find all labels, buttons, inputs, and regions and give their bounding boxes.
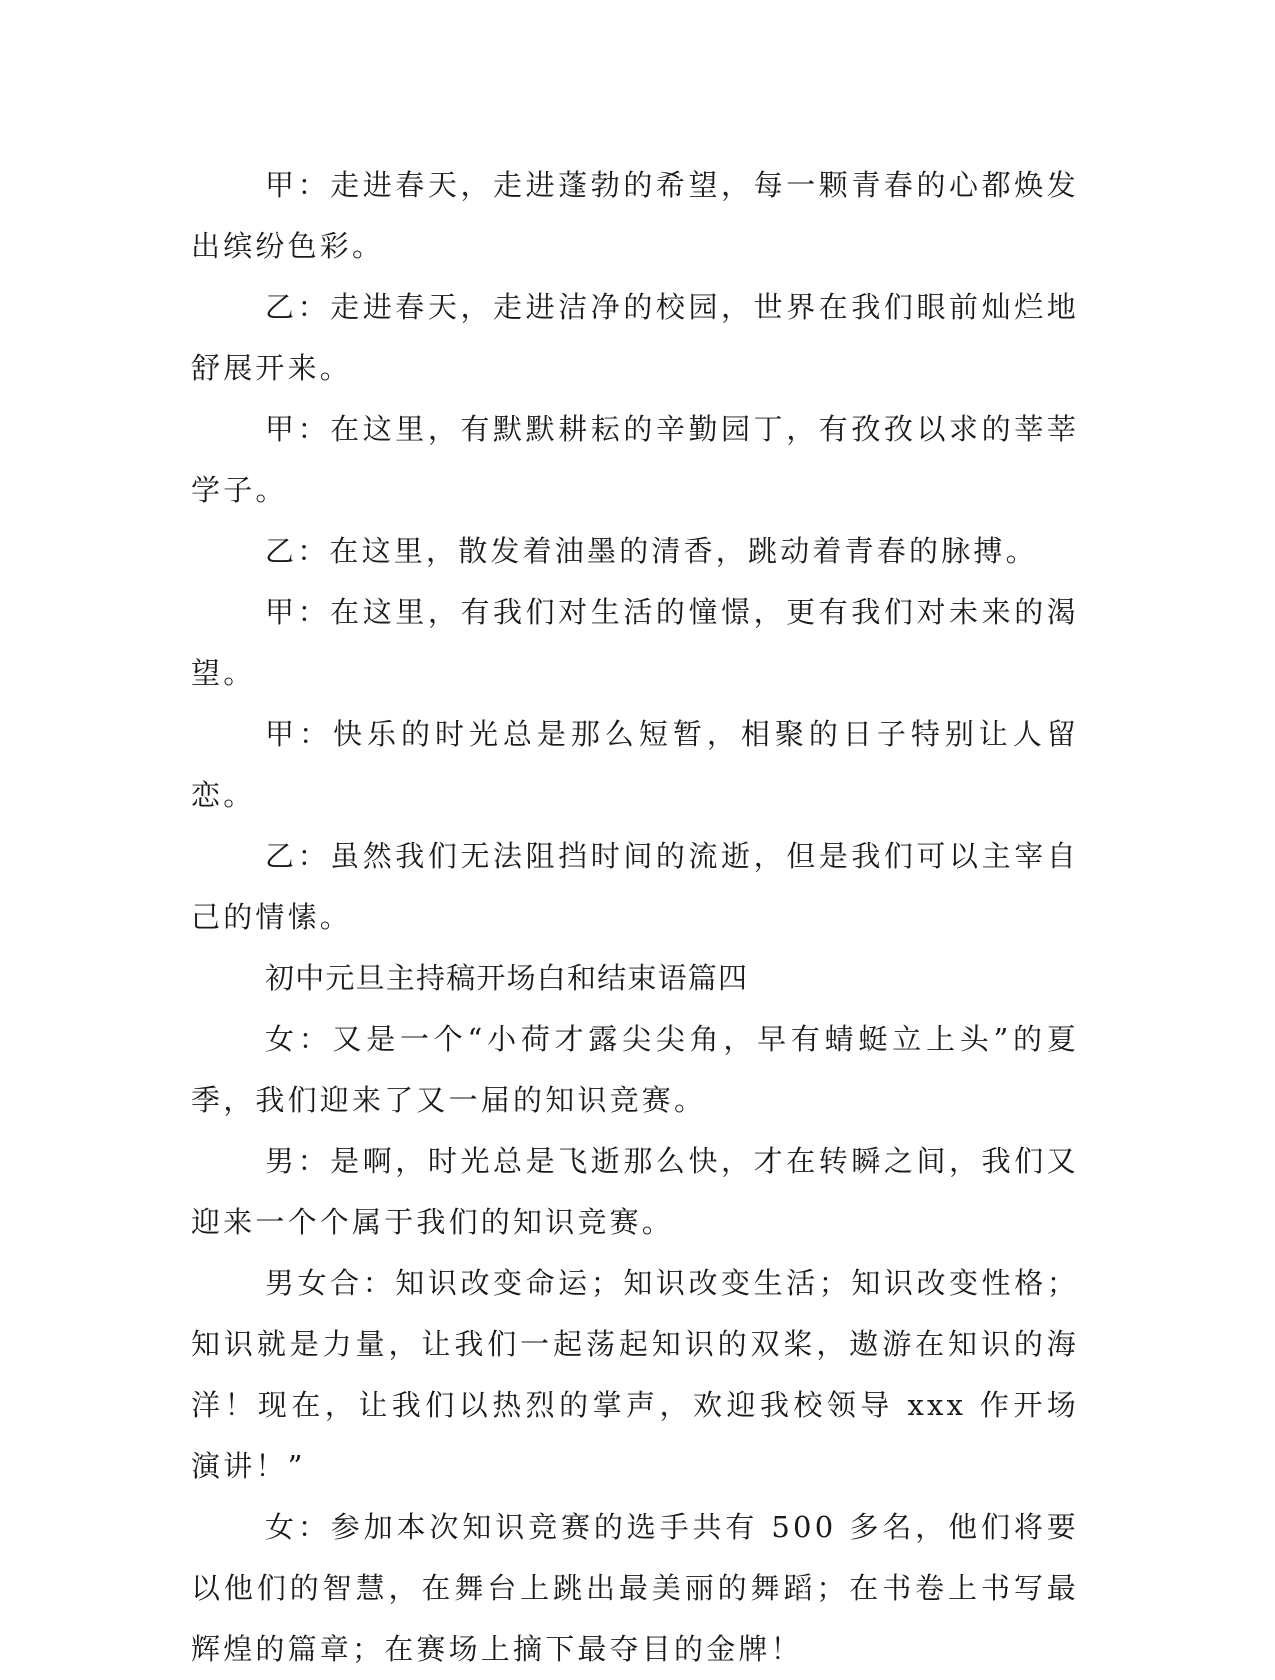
paragraph: 乙：虽然我们无法阻挡时间的流逝，但是我们可以主宰自己的情愫。 (191, 839, 1079, 934)
paragraph: 男女合：知识改变命运；知识改变生活；知识改变性格；知识就是力量，让我们一起荡起知识的双桨，遨游在知识的海洋！现在，让我们以热烈的掌声，欢迎我校领导 xxx 作开场演讲！” (191, 1266, 1079, 1483)
section-heading: 初中元旦主持稿开场白和结束语篇四 (265, 961, 749, 995)
paragraph: 甲：在这里，有我们对生活的憧憬，更有我们对未来的渴望。 (191, 595, 1079, 690)
paragraph: 甲：在这里，有默默耕耘的辛勤园丁，有孜孜以求的莘莘学子。 (191, 412, 1079, 507)
paragraph: 甲：快乐的时光总是那么短暂，相聚的日子特别让人留恋。 (191, 717, 1079, 812)
paragraph: 乙：在这里，散发着油墨的清香，跳动着青春的脉搏。 (265, 534, 1038, 568)
paragraph: 甲：走进春天，走进蓬勃的希望，每一颗青春的心都焕发出缤纷色彩。 (191, 168, 1079, 263)
paragraph: 女：参加本次知识竞赛的选手共有 500 多名，他们将要以他们的智慧，在舞台上跳出最美丽的舞蹈；在书卷上书写最辉煌的篇章；在赛场上摘下最夺目的金牌！ (191, 1510, 1079, 1666)
paragraph: 男：是啊，时光总是飞逝那么快，才在转瞬之间，我们又迎来一个个属于我们的知识竞赛。 (191, 1144, 1079, 1239)
paragraph: 乙：走进春天，走进洁净的校园，世界在我们眼前灿烂地舒展开来。 (191, 290, 1079, 385)
document-body (191, 155, 1079, 1680)
paragraph: 女：又是一个“小荷才露尖尖角，早有蜻蜓立上头”的夏季，我们迎来了又一届的知识竞赛。 (191, 1022, 1079, 1117)
